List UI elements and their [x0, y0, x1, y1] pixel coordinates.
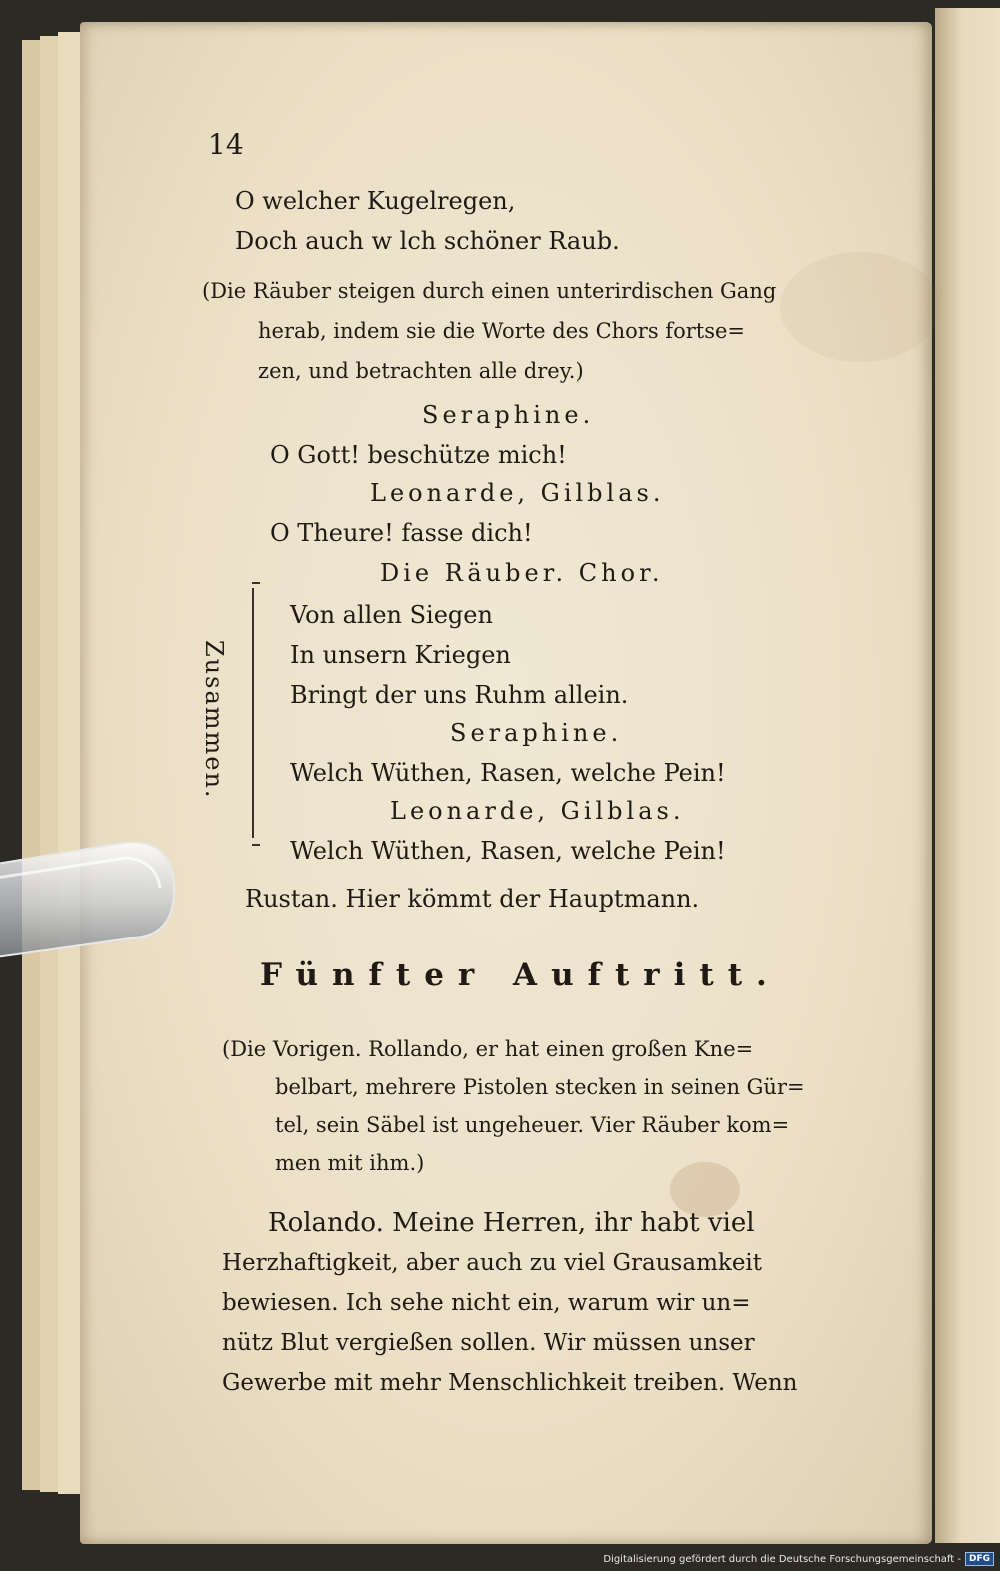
stage-direction: herab, indem sie die Worte des Chors fortse=	[258, 319, 745, 343]
speaker-name: Die Räuber. Chor.	[380, 559, 664, 587]
bracket	[252, 836, 260, 846]
text-line: Welch Wüthen, Rasen, welche Pein!	[290, 759, 726, 787]
stage-direction: (Die Räuber steigen durch einen unterirdischen Gang	[202, 279, 777, 303]
text-line: bewiesen. Ich sehe nicht ein, warum wir un=	[222, 1290, 751, 1316]
bracket	[252, 588, 264, 838]
stage-direction: men mit ihm.)	[275, 1151, 425, 1175]
speaker-name: Seraphine.	[450, 719, 623, 747]
text-line: O welcher Kugelregen,	[235, 187, 516, 215]
page-stain	[780, 252, 940, 362]
footer	[603, 1549, 994, 1569]
text-line: Doch auch w lch schöner Raub.	[235, 227, 620, 255]
side-label-zusammen: Zusammen.	[200, 640, 228, 800]
stage-direction: (Die Vorigen. Rollando, er hat einen großen Kne=	[222, 1037, 754, 1061]
text-line: nütz Blut vergießen sollen. Wir müssen unser	[222, 1330, 755, 1356]
dfg-logo: DFG	[965, 1552, 994, 1566]
text-line: Herzhaftigkeit, aber auch zu viel Grausamkeit	[222, 1250, 763, 1276]
stage-direction: tel, sein Säbel ist ungeheuer. Vier Räuber kom=	[275, 1113, 790, 1137]
facing-page	[935, 8, 1000, 1543]
text-line: Welch Wüthen, Rasen, welche Pein!	[290, 837, 726, 865]
footer-text: Digitalisierung gefördert durch die Deutsche Forschungsgemeinschaft -	[603, 1553, 961, 1565]
speaker-name: Leonarde, Gilblas.	[370, 479, 665, 507]
text-line: Bringt der uns Ruhm allein.	[290, 681, 629, 709]
text-line: In unsern Kriegen	[290, 641, 511, 669]
text-line: Rustan. Hier kömmt der Hauptmann.	[245, 885, 700, 913]
text-line: Von allen Siegen	[290, 601, 493, 629]
text-line: O Gott! beschütze mich!	[270, 441, 567, 469]
page-number: 14	[208, 128, 244, 161]
text-line: O Theure! fasse dich!	[270, 519, 533, 547]
text-line: Gewerbe mit mehr Menschlichkeit treiben. Wenn	[222, 1370, 798, 1396]
stage-direction: zen, und betrachten alle drey.)	[258, 359, 584, 383]
speaker-name: Seraphine.	[422, 401, 595, 429]
stage-direction: belbart, mehrere Pistolen stecken in seinen Gür=	[275, 1075, 805, 1099]
glass-weight	[0, 842, 176, 962]
speaker-name: Leonarde, Gilblas.	[390, 797, 685, 825]
scene-heading: Fünfter Auftritt.	[260, 957, 781, 993]
text-line: Rolando. Meine Herren, ihr habt viel	[268, 1208, 755, 1238]
